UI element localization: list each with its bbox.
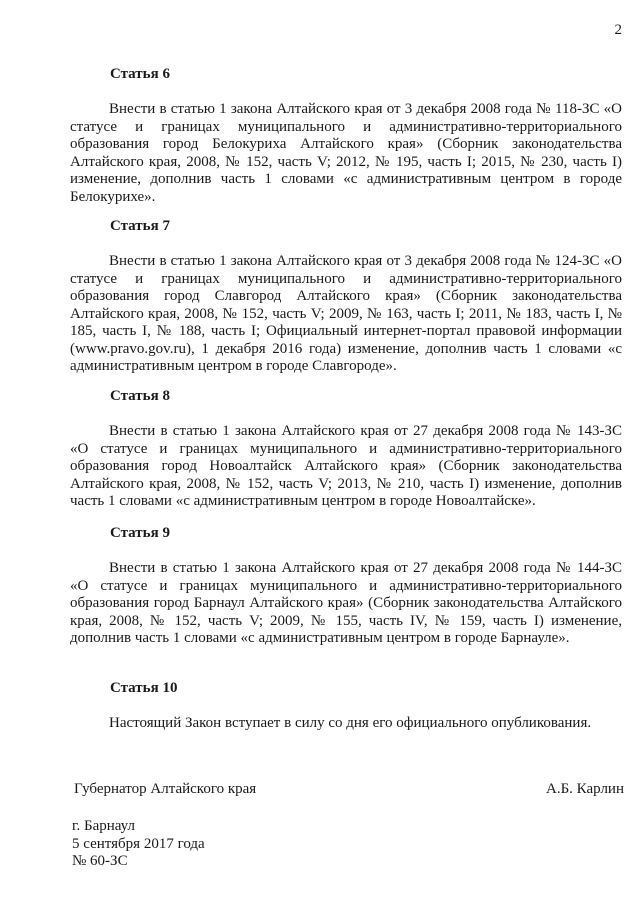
- article-title: Статья 9: [110, 525, 170, 541]
- signatory-name: А.Б. Карлин: [545, 781, 624, 797]
- article-body: Внести в статью 1 закона Алтайского края от 27 декабря 2008 года № 143-ЗС «О статусе и границах муниципального и административно-территориального образования город Новоалтайск Алтайского края» (Сборник законодательства Алтайского края, 2008, № 152, часть V; 2013, № 210, часть I) изменение, дополнив часть 1 словами «с административным центром в городе Новоалтайске».: [70, 423, 622, 509]
- article-10: [70, 680, 622, 733]
- article-title: Статья 6: [110, 66, 170, 82]
- article-title: Статья 7: [110, 218, 170, 234]
- article-8: [70, 388, 622, 511]
- article-body: Внести в статью 1 закона Алтайского края от 27 декабря 2008 года № 144-ЗС «О статусе и границах муниципального и административно-территориального образования город Барнаул Алтайского края» (Сборник законодательства Алтайского края, 2008, № 152, часть V; 2009, № 155, часть IV, № 159, часть I) изменение, дополнив часть 1 словами «с административным центром в городе Барнауле».: [70, 560, 622, 646]
- article-body: Настоящий Закон вступает в силу со дня его официального опубликования.: [109, 715, 592, 731]
- article-body: Внести в статью 1 закона Алтайского края от 3 декабря 2008 года № 124-ЗС «О статусе и границах муниципального и административно-территориального образования город Славгород Алтайского края» (Сборник законодательства Алтайского края, 2008, № 152, часть V; 2009, № 163, часть I; 2011, № 183, часть I, № 185, часть I, № 188, часть I; Официальный интернет-портал правовой информации (www.pravo.gov.ru), 1 декабря 2016 года) изменение, дополнив часть 1 словами «с административным центром в городе Славгороде».: [70, 253, 622, 374]
- article-9: [70, 525, 622, 648]
- document-footer: [72, 818, 205, 871]
- article-7: [70, 218, 622, 376]
- date: 5 сентября 2017 года: [72, 835, 205, 852]
- article-body: Внести в статью 1 закона Алтайского края от 3 декабря 2008 года № 118-ЗС «О статусе и границах муниципального и административно-территориального образования город Белокуриха Алтайского края» (Сборник законодательства Алтайского края, 2008, № 152, часть V; 2012, № 195, часть I; 2015, № 230, часть I) изменение, дополнив часть 1 словами «с административным центром в городе Белокурихе».: [70, 101, 622, 205]
- law-number: № 60-ЗС: [72, 853, 128, 869]
- article-6: [70, 66, 622, 206]
- article-title: Статья 8: [110, 388, 170, 404]
- place: г. Барнаул: [72, 818, 135, 834]
- signatory-role: Губернатор Алтайского края: [74, 781, 257, 797]
- article-title: Статья 10: [110, 680, 178, 696]
- page-number: 2: [614, 22, 622, 38]
